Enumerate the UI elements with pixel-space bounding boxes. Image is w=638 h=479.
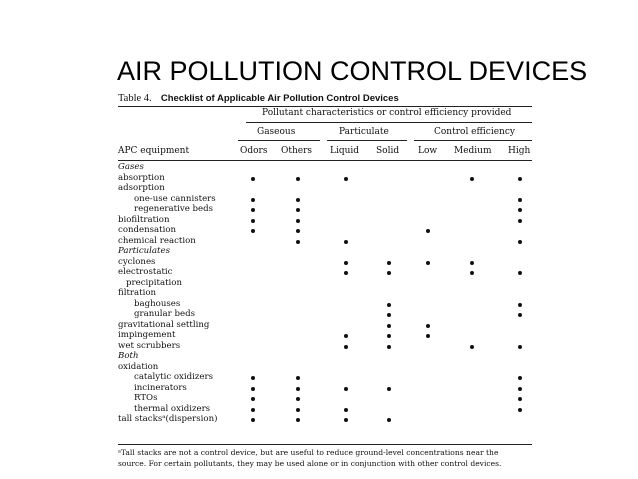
col-low: Low	[418, 146, 438, 156]
table-cell-dot	[251, 387, 255, 391]
super-header: Pollutant characteristics or control efficiency provided	[262, 108, 512, 118]
table-cell-dot	[387, 334, 391, 338]
table-row-label: Both	[118, 351, 139, 361]
group-gaseous: Gaseous	[257, 127, 296, 137]
table-cell-dot	[344, 177, 348, 181]
table-row-label: impingement	[118, 330, 176, 340]
table-cell-dot	[518, 271, 522, 275]
table-cell-dot	[426, 229, 430, 233]
table-cell-dot	[251, 198, 255, 202]
col-medium: Medium	[454, 146, 492, 156]
slide-title: AIR POLLUTION CONTROL DEVICES	[117, 56, 588, 86]
table-cell-dot	[470, 345, 474, 349]
table-row-label: thermal oxidizers	[134, 403, 211, 414]
col-solid: Solid	[376, 146, 400, 156]
table-row-label: biofiltration	[118, 214, 170, 225]
col-odors: Odors	[240, 146, 268, 156]
table-cell-dot	[387, 313, 391, 317]
table-cell-dot	[426, 324, 430, 328]
table-label: Table 4.	[118, 93, 152, 104]
table-cell-dot	[344, 240, 348, 244]
table-cell-dot	[344, 261, 348, 265]
table-cell-dot	[426, 334, 430, 338]
table-cell-dot	[296, 408, 300, 412]
group-efficiency-rule	[414, 140, 532, 141]
table-cell-dot	[518, 198, 522, 202]
table-row-label: Gases	[118, 162, 144, 172]
table-row-label: wet scrubbers	[118, 340, 181, 351]
table-row-label: cyclones	[118, 256, 156, 267]
table-row-label: catalytic oxidizers	[134, 372, 214, 382]
col-others: Others	[281, 146, 313, 156]
table-row-label: oxidation	[118, 361, 159, 372]
table-cell-dot	[518, 313, 522, 317]
col-high: High	[508, 146, 531, 156]
table-cell-dot	[387, 303, 391, 307]
group-gaseous-rule	[238, 140, 320, 141]
table-row-label: adsorption	[118, 183, 165, 193]
table-row-label: chemical reaction	[118, 235, 196, 246]
footnote-line-2: source. For certain pollutants, they may be used alone or in conjunction with other control devices.	[118, 459, 502, 468]
table-cell-dot	[296, 387, 300, 391]
table-cell-dot	[344, 418, 348, 422]
table-cell-dot	[296, 397, 300, 401]
table-cell-dot	[251, 408, 255, 412]
table-cell-dot	[387, 261, 391, 265]
group-particulate-rule	[327, 140, 407, 141]
table-cell-dot	[518, 376, 522, 380]
table-cell-dot	[470, 271, 474, 275]
super-header-rule	[246, 122, 532, 123]
table-cell-dot	[518, 240, 522, 244]
table-row-label: one-use cannisters	[134, 193, 216, 204]
table-row-label: incinerators	[134, 382, 187, 393]
table-row-label: condensation	[118, 225, 177, 235]
table-caption-text: Checklist of Applicable Air Pollution Control Devices	[160, 93, 399, 104]
table-row-label: RTOs	[134, 393, 158, 403]
table-cell-dot	[344, 387, 348, 391]
table-row-label: Particulates	[118, 246, 170, 256]
table-cell-dot	[518, 397, 522, 401]
table-cell-dot	[296, 376, 300, 380]
table-row-label: tall stacksᵃ(dispersion)	[118, 414, 218, 424]
table-cell-dot	[251, 208, 255, 212]
table-caption	[118, 93, 399, 104]
table-cell-dot	[344, 334, 348, 338]
header-bottom-rule	[118, 160, 532, 161]
table-row-label: precipitation	[126, 277, 182, 288]
table-cell-dot	[251, 397, 255, 401]
table-cell-dot	[296, 229, 300, 233]
table-cell-dot	[251, 219, 255, 223]
col-liquid: Liquid	[330, 146, 360, 156]
table-top-rule	[118, 106, 532, 107]
table-cell-dot	[344, 345, 348, 349]
table-cell-dot	[470, 261, 474, 265]
table-row-label: gravitational settling	[118, 319, 210, 330]
table-cell-dot	[387, 324, 391, 328]
table-cell-dot	[518, 177, 522, 181]
group-control-efficiency: Control efficiency	[434, 127, 515, 137]
table-cell-dot	[251, 177, 255, 181]
table-row-label: granular beds	[134, 309, 196, 319]
table-cell-dot	[296, 418, 300, 422]
group-particulate: Particulate	[339, 127, 389, 137]
table-cell-dot	[344, 408, 348, 412]
table-cell-dot	[387, 387, 391, 391]
table-cell-dot	[518, 208, 522, 212]
table-cell-dot	[296, 198, 300, 202]
table-bottom-rule	[118, 444, 532, 445]
table-cell-dot	[518, 408, 522, 412]
table-row-label: electrostatic	[118, 267, 173, 277]
table-cell-dot	[518, 345, 522, 349]
table-cell-dot	[251, 229, 255, 233]
table-cell-dot	[518, 303, 522, 307]
table-row-label: baghouses	[134, 298, 181, 309]
table-cell-dot	[296, 177, 300, 181]
table-cell-dot	[470, 177, 474, 181]
table-cell-dot	[387, 345, 391, 349]
table-row-label: absorption	[118, 172, 165, 183]
table-cell-dot	[426, 261, 430, 265]
table-cell-dot	[251, 418, 255, 422]
table-cell-dot	[296, 208, 300, 212]
footnote-line-1: ᵃTall stacks are not a control device, but are useful to reduce ground-level concentrations near the	[118, 448, 499, 457]
table-cell-dot	[251, 376, 255, 380]
table-cell-dot	[518, 387, 522, 391]
table-row-label: filtration	[118, 288, 157, 298]
table-cell-dot	[344, 271, 348, 275]
table-cell-dot	[387, 418, 391, 422]
table-cell-dot	[296, 240, 300, 244]
table-row-label: regenerative beds	[134, 204, 214, 214]
table-cell-dot	[387, 271, 391, 275]
row-header: APC equipment	[118, 146, 190, 156]
table-cell-dot	[518, 219, 522, 223]
table-cell-dot	[296, 219, 300, 223]
